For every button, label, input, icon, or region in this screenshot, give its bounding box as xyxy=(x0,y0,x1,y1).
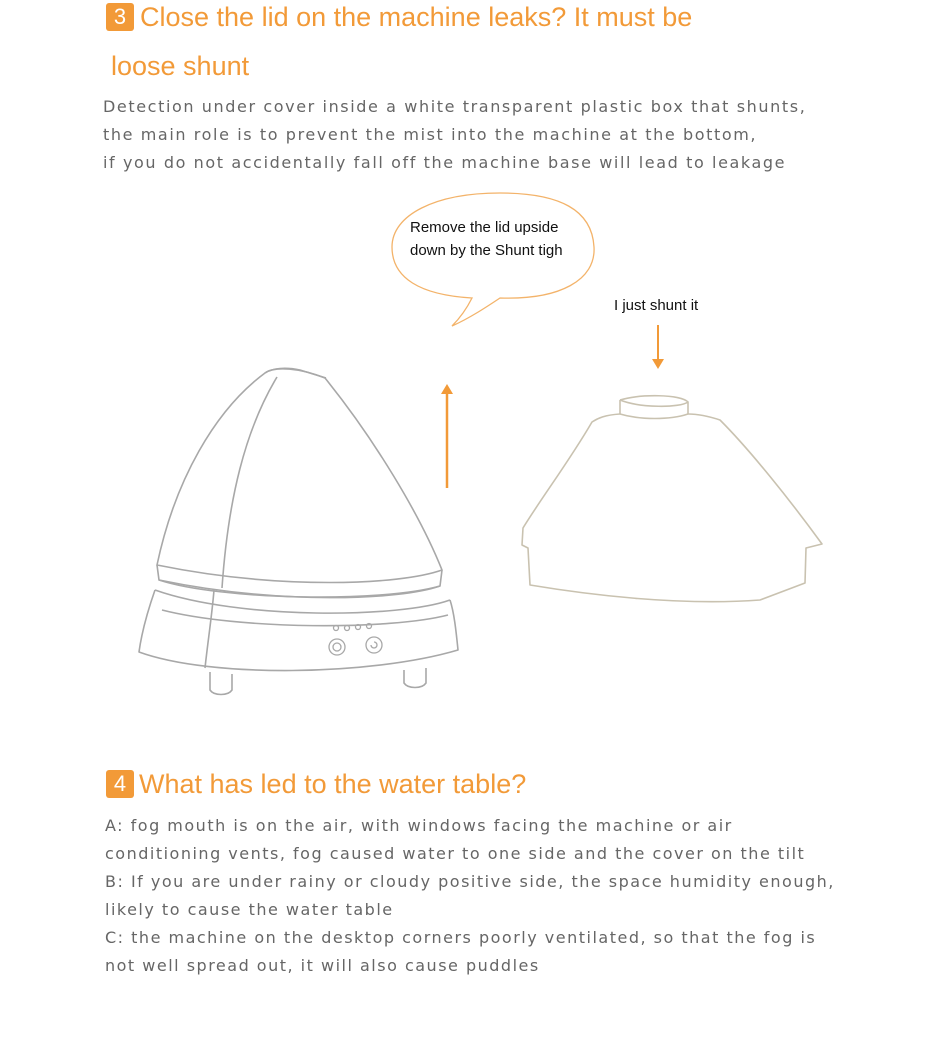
shunt-label: I just shunt it xyxy=(614,297,699,314)
section-3-number-badge: 3 xyxy=(106,3,134,31)
section-4-number-badge: 4 xyxy=(106,770,134,798)
section-3-title-line-1: Close the lid on the machine leaks? It must be xyxy=(140,2,693,32)
control-panel xyxy=(329,624,382,656)
speech-bubble-line-2: down by the Shunt tigh xyxy=(410,242,563,259)
section-4-body-line: B: If you are under rainy or cloudy positive side, the space humidity enough, xyxy=(105,872,835,891)
speech-bubble-text xyxy=(410,216,563,262)
light-button-icon xyxy=(329,639,345,655)
section-3-body-line: Detection under cover inside a white transparent plastic box that shunts, xyxy=(103,97,807,116)
section-4-body-line: C: the machine on the desktop corners poorly ventilated, so that the fog is xyxy=(105,928,817,947)
shunt-arrow-icon xyxy=(652,325,664,369)
section-3-body-line: the main role is to prevent the mist into the machine at the bottom, xyxy=(103,125,758,144)
humidifier-outline xyxy=(139,368,458,694)
shunt-cover-outline xyxy=(522,396,822,602)
section-4-body-line: conditioning vents, fog caused water to one side and the cover on the tilt xyxy=(105,844,806,863)
section-3-title-line-2: loose shunt xyxy=(111,51,250,81)
section-3-body-line: if you do not accidentally fall off the machine base will lead to leakage xyxy=(103,153,787,172)
section-4-body xyxy=(105,812,835,980)
section-4-title: What has led to the water table? xyxy=(139,769,527,799)
indicator-light-2 xyxy=(345,626,350,631)
lift-arrow-icon xyxy=(441,384,453,488)
timer-button-icon xyxy=(366,637,382,653)
section-4-body-line: not well spread out, it will also cause puddles xyxy=(105,956,540,975)
section-4-body-line: A: fog mouth is on the air, with windows facing the machine or air xyxy=(105,816,733,835)
section-4-body-line: likely to cause the water table xyxy=(105,900,394,919)
speech-bubble-line-1: Remove the lid upside xyxy=(410,219,559,236)
